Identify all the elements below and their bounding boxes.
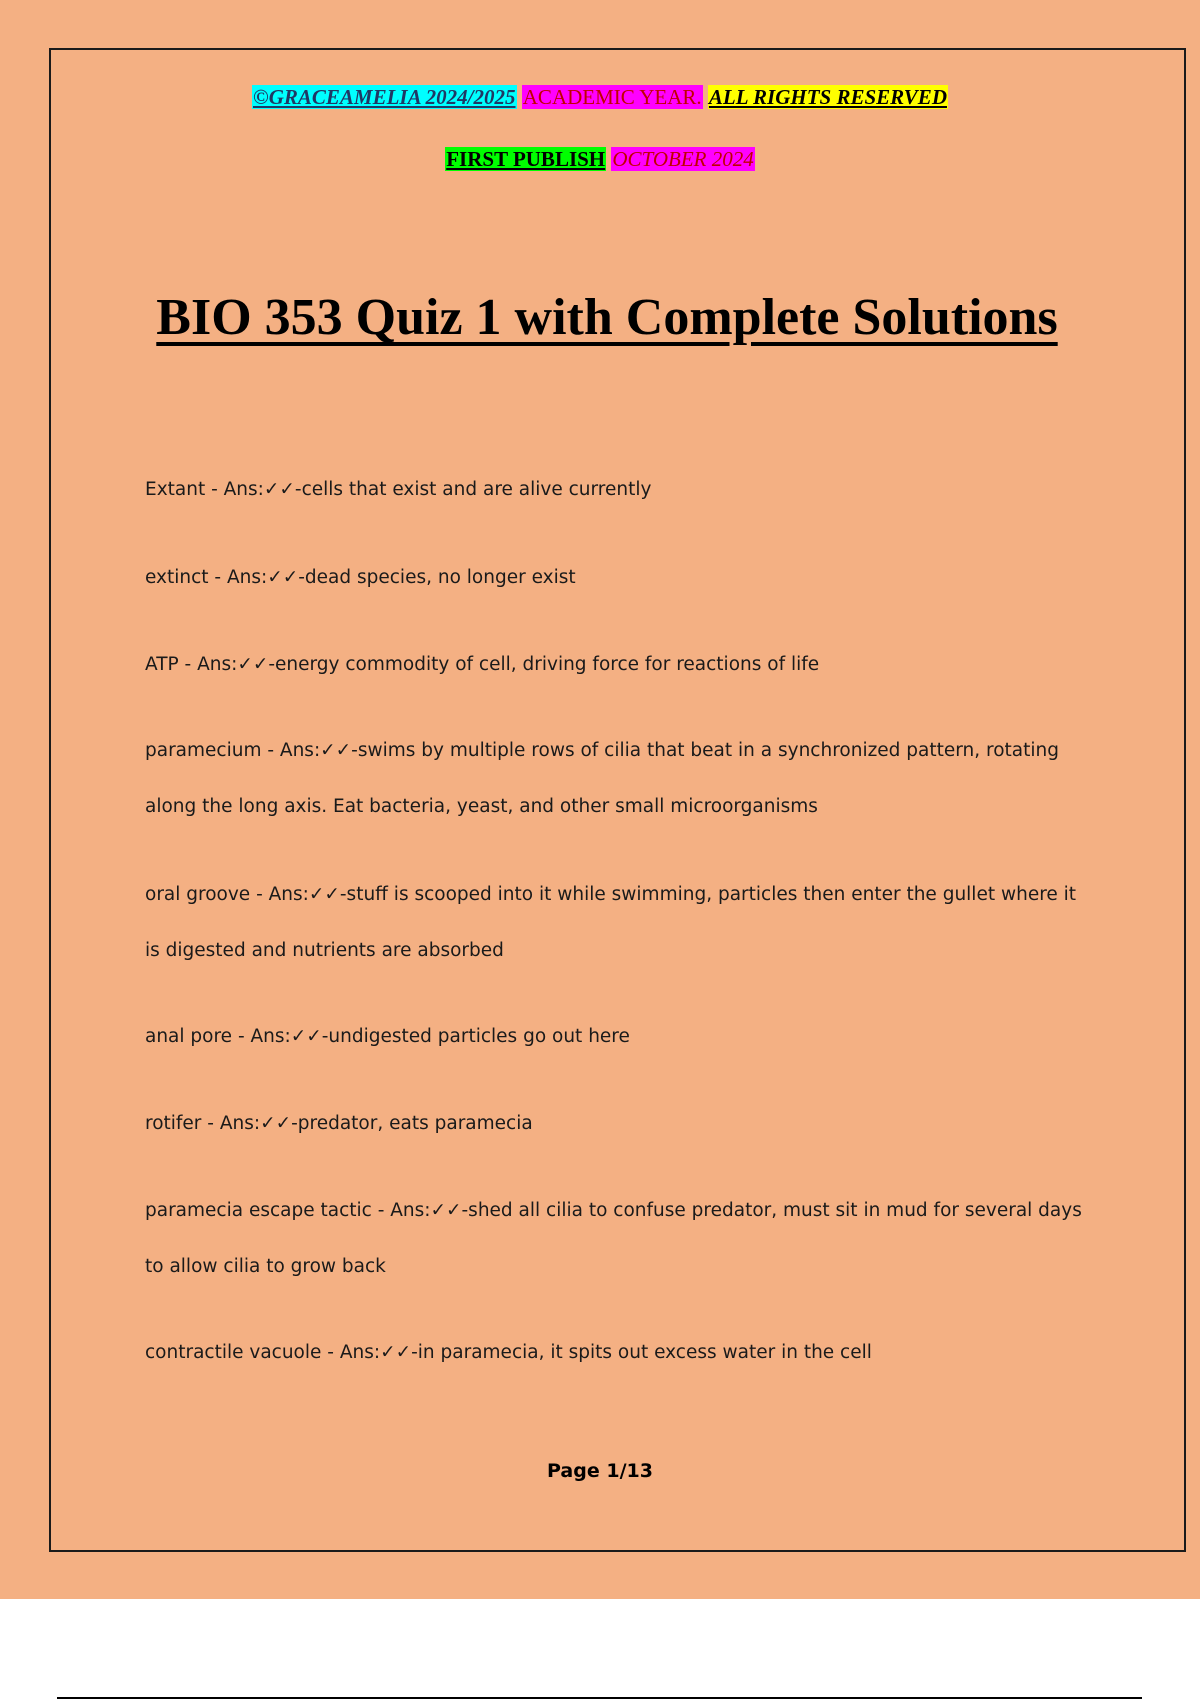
academic-year-text: ACADEMIC YEAR.: [522, 85, 702, 109]
qa-item: contractile vacuole - Ans:✓✓-in paramecia, it spits out excess water in the cell: [145, 1342, 872, 1363]
qa-item: ATP - Ans:✓✓-energy commodity of cell, driving force for reactions of life: [145, 654, 820, 675]
qa-item: rotifer - Ans:✓✓-predator, eats paramecia: [145, 1113, 533, 1134]
qa-item: extinct - Ans:✓✓-dead species, no longer exist: [145, 567, 576, 588]
qa-item: anal pore - Ans:✓✓-undigested particles go out here: [145, 1026, 630, 1047]
footer-rule: [57, 1697, 1142, 1699]
first-publish-text: FIRST PUBLISH: [446, 147, 606, 171]
rights-text: ALL RIGHTS RESERVED: [708, 85, 947, 109]
qa-item: oral groove - Ans:✓✓-stuff is scooped into it while swimming, particles then enter the gullet where it is digested and nutrients are absorbed: [145, 884, 1077, 961]
document-title: [0, 285, 1200, 351]
copyright-line: [0, 84, 1200, 110]
document-title-text: BIO 353 Quiz 1 with Complete Solutions: [156, 289, 1058, 346]
qa-item: paramecium - Ans:✓✓-swims by multiple rows of cilia that beat in a synchronized pattern, rotating along the long axis. Eat bacteria, yeast, and other small microorganisms: [145, 740, 1060, 817]
publish-line: [0, 146, 1200, 172]
page-number: Page 1/13: [547, 1460, 653, 1482]
copyright-text: ©GRACEAMELIA 2024/2025: [253, 85, 516, 109]
qa-item: Extant - Ans:✓✓-cells that exist and are alive currently: [145, 479, 652, 500]
qa-item: paramecia escape tactic - Ans:✓✓-shed all cilia to confuse predator, must sit in mud for several days to allow cilia to grow back: [145, 1200, 1082, 1277]
publish-date-text: OCTOBER 2024: [612, 147, 754, 171]
